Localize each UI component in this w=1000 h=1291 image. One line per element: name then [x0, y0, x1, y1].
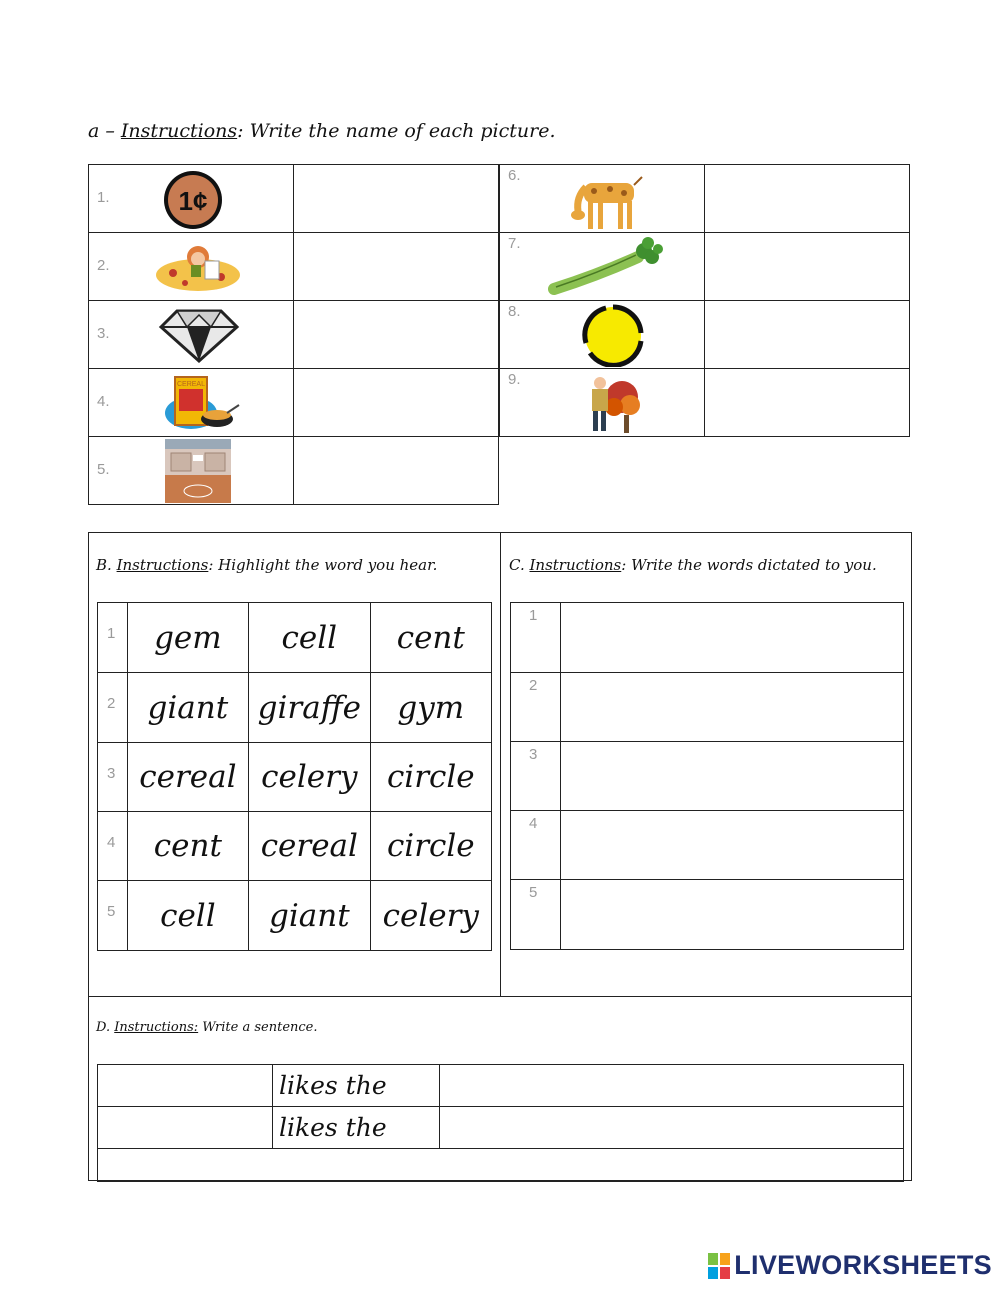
- picture-cell: [89, 165, 294, 233]
- circle-icon: [580, 303, 646, 367]
- answer-input-1[interactable]: [294, 186, 498, 212]
- picture-cell: [89, 301, 294, 369]
- sentence-table: [97, 1064, 904, 1182]
- section-c-heading: [509, 556, 877, 574]
- word-option[interactable]: cereal: [249, 812, 371, 881]
- item-number: 9.: [508, 371, 521, 388]
- section-c-instructions-text: : Write the words dictated to you.: [621, 556, 877, 574]
- picture-cell: [500, 233, 705, 301]
- item-number: 1.: [97, 189, 110, 206]
- picture-cell: [500, 369, 705, 437]
- dictation-input-2[interactable]: [561, 694, 903, 720]
- picture-cell: [500, 301, 705, 369]
- word-choice-table: [97, 602, 492, 951]
- celery-icon: [548, 237, 664, 297]
- svg-text:CEREAL: CEREAL: [176, 381, 206, 388]
- section-b-letter: B.: [96, 556, 112, 574]
- cereal-bowl-icon: [161, 373, 241, 433]
- row-number: 4: [107, 834, 116, 851]
- row-number: 5: [107, 903, 116, 920]
- item-number: 4.: [97, 393, 110, 410]
- dictation-table: [510, 602, 904, 950]
- answer-input-5[interactable]: [294, 458, 498, 484]
- penny-coin-icon: [161, 169, 225, 231]
- section-d-instructions-label: Instructions:: [114, 1020, 199, 1035]
- word-option[interactable]: celery: [249, 743, 371, 812]
- item-number: 8.: [508, 303, 521, 320]
- picture-cell: [89, 437, 294, 505]
- row-number: 1: [529, 607, 538, 624]
- dictation-input-4[interactable]: [561, 832, 903, 858]
- section-b-instructions-text: : Highlight the word you hear.: [208, 556, 438, 574]
- row-number: 4: [529, 815, 538, 832]
- dictation-input-1[interactable]: [561, 625, 903, 651]
- gym-room-icon: [165, 439, 231, 503]
- item-number: 3.: [97, 325, 110, 342]
- word-option[interactable]: cent: [370, 603, 491, 673]
- picture-cell: [500, 165, 705, 233]
- svg-text:1¢: 1¢: [178, 186, 208, 216]
- section-d-letter: D.: [96, 1020, 111, 1035]
- item-number: 7.: [508, 235, 521, 252]
- answer-input-8[interactable]: [705, 322, 909, 348]
- liveworksheets-logo-text: LIVEWORKSHEETS: [734, 1250, 992, 1280]
- word-option[interactable]: giant: [127, 673, 248, 743]
- word-option[interactable]: circle: [370, 743, 491, 812]
- divider-horizontal: [88, 996, 912, 997]
- word-option[interactable]: cereal: [127, 743, 248, 812]
- sentence-object-input-1[interactable]: [440, 1073, 903, 1099]
- row-number: 2: [529, 677, 538, 694]
- section-c-instructions-label: Instructions: [529, 556, 622, 574]
- item-number: 5.: [97, 461, 110, 478]
- sentence-subject-input-1[interactable]: [98, 1073, 272, 1099]
- sentence-phrase: likes the: [273, 1065, 440, 1107]
- word-option[interactable]: giraffe: [249, 673, 371, 743]
- word-option[interactable]: giant: [249, 881, 371, 951]
- picture-cell: [89, 233, 294, 301]
- section-d-heading: [96, 1020, 318, 1035]
- word-option[interactable]: cell: [127, 881, 248, 951]
- section-d-instructions-text: Write a sentence.: [198, 1020, 318, 1035]
- item-number: 6.: [508, 167, 521, 184]
- answer-input-7[interactable]: [705, 254, 909, 280]
- row-number: 5: [529, 884, 538, 901]
- section-b-instructions-label: Instructions: [116, 556, 209, 574]
- row-number: 1: [107, 625, 116, 642]
- word-option[interactable]: gym: [370, 673, 491, 743]
- answer-input-4[interactable]: [294, 390, 498, 416]
- section-a-instructions-label: Instructions: [120, 120, 238, 142]
- section-a-heading: [88, 120, 556, 142]
- row-number: 2: [107, 695, 116, 712]
- man-tree-icon: [584, 371, 642, 435]
- word-option[interactable]: gem: [127, 603, 248, 673]
- item-number: 2.: [97, 257, 110, 274]
- section-c-letter: C.: [509, 556, 525, 574]
- sentence-phrase: likes the: [273, 1107, 440, 1149]
- liveworksheets-logo-icon: [708, 1253, 730, 1279]
- picture-table-left: [88, 164, 499, 505]
- answer-input-2[interactable]: [294, 254, 498, 280]
- row-number: 3: [107, 765, 116, 782]
- sentence-object-input-2[interactable]: [440, 1115, 903, 1141]
- picture-table-right: [499, 164, 910, 437]
- dictation-input-5[interactable]: [561, 902, 903, 928]
- diamond-icon: [157, 307, 241, 363]
- dictation-input-3[interactable]: [561, 763, 903, 789]
- answer-input-9[interactable]: [705, 390, 909, 416]
- picture-cell: [89, 369, 294, 437]
- section-a-instructions-text: : Write the name of each picture.: [237, 120, 556, 142]
- word-option[interactable]: circle: [370, 812, 491, 881]
- sentence-subject-input-2[interactable]: [98, 1115, 272, 1141]
- giraffe-icon: [570, 167, 644, 231]
- word-option[interactable]: cell: [249, 603, 371, 673]
- answer-input-6[interactable]: [705, 186, 909, 212]
- sentence-input-3[interactable]: [98, 1152, 903, 1178]
- section-a-letter: a –: [88, 120, 115, 142]
- word-option[interactable]: celery: [370, 881, 491, 951]
- word-option[interactable]: cent: [127, 812, 248, 881]
- divider-vertical: [500, 532, 501, 996]
- row-number: 3: [529, 746, 538, 763]
- answer-input-3[interactable]: [294, 322, 498, 348]
- liveworksheets-logo: [708, 1250, 992, 1281]
- section-b-heading: [96, 556, 437, 574]
- pizza-chef-icon: [153, 239, 243, 295]
